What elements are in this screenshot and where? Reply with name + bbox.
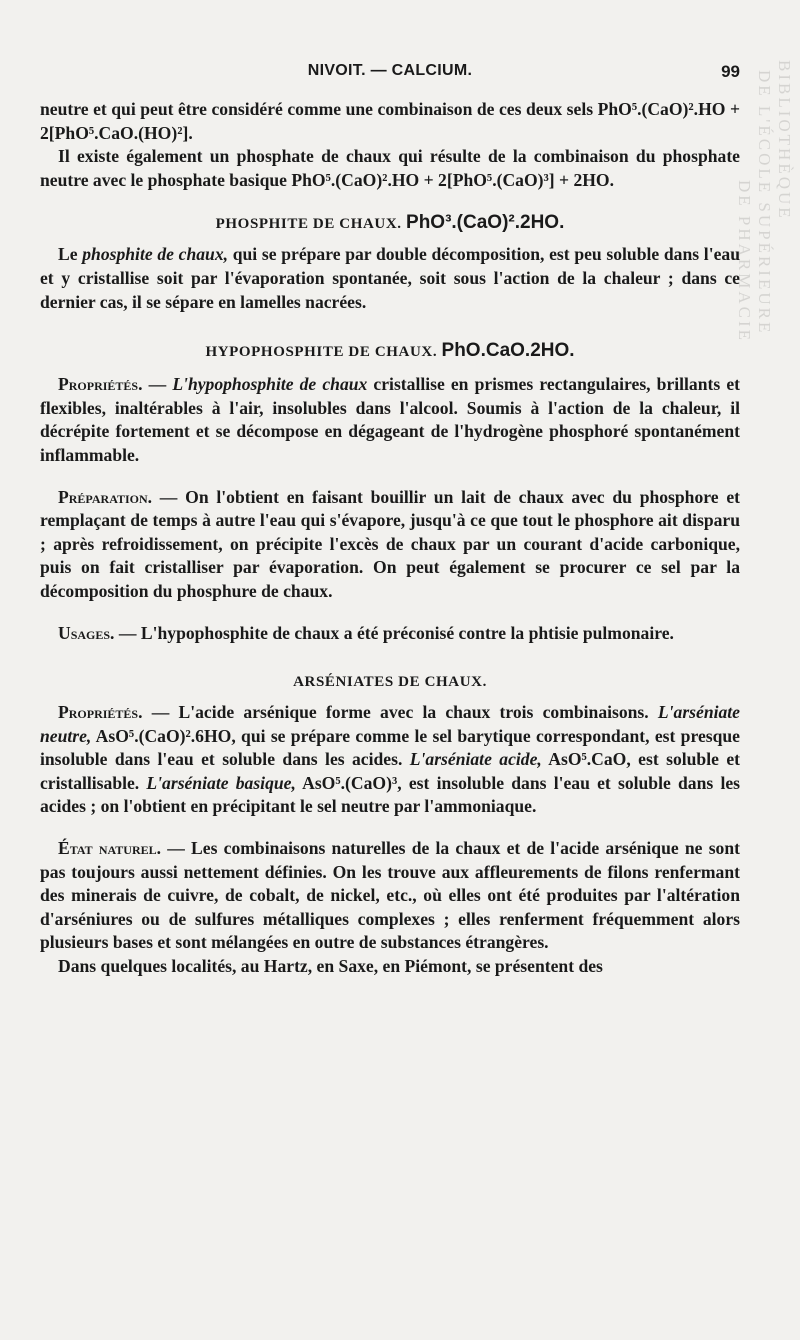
intro-paragraph-1: neutre et qui peut être considéré comme une combinaison de ces deux sels PhO⁵.(CaO)².HO + 2[PhO⁵.CaO.(HO)²]. xyxy=(40,99,740,143)
arseniates-properties-label: Propriétés. xyxy=(58,702,143,723)
phosphite-heading: PHOSPHITE DE CHAUX. PhO³.(CaO)².2HO. xyxy=(215,212,565,234)
phosphite-formula: PhO³.(CaO)².2HO. xyxy=(406,212,565,234)
last-line: Dans quelques localités, au Hartz, en Saxe, en Piémont, se présentent des xyxy=(58,956,603,977)
hypophosphite-usages: Usages. — L'hypophosphite de chaux a été préconisé contre la phtisie pulmonaire. xyxy=(58,622,674,643)
arseniates-properties: Propriétés. — L'acide arsénique forme avec la chaux trois combinaisons. L'arséniate neutre, AsO⁵.(CaO)².6HO, qui se prépare comme le sel barytique correspondant, est presque insoluble dans l'eau et soluble dans les acides. L'arséniate acide, AsO⁵.CaO, est soluble et cristallisable. L'arséniate basique, AsO⁵.(CaO)³, est insoluble dans l'eau et soluble dans les acides ; on l'obtient en précipitant le sel neutre par l'ammoniaque. xyxy=(40,702,740,817)
arseniates-heading: ARSÉNIATES DE CHAUX. xyxy=(293,674,487,691)
page-body xyxy=(40,98,740,979)
running-title: NIVOIT. — CALCIUM. xyxy=(307,62,473,79)
phosphite-term: phosphite de chaux, xyxy=(82,244,229,265)
acid-arseniate-term: L'arséniate acide, xyxy=(409,749,542,770)
page-number: 99 xyxy=(721,62,740,81)
hypophosphite-heading: HYPOPHOSPHITE DE CHAUX. PhO.CaO.2HO. xyxy=(205,340,575,362)
stamp-line-2: DE L'ÉCOLE SUPÉRIEURE xyxy=(755,70,774,336)
phosphite-paragraph: Le phosphite de chaux, qui se prépare par double décomposition, est peu soluble dans l'eau et y cristallise soit par l'évaporation spontanée, soit sous l'action de la chaleur ; dans ce dernier cas, il se sépare en lamelles nacrées. xyxy=(40,244,740,312)
neutral-arseniate-term: L'arséniate neutre, xyxy=(40,702,740,746)
natural-state-label: État naturel. xyxy=(58,838,162,859)
hypophosphite-properties: Propriétés. — L'hypophosphite de chaux cristallise en prismes rectangulaires, brillants et flexibles, inaltérables à l'air, insolubles dans l'alcool. Soumis à l'action de la chaleur, il décrépite fortement et se décompose en dégageant de l'hydrogène phosphoré spontanément inflammable. xyxy=(40,374,740,465)
hypophosphite-preparation: Préparation. — On l'obtient en faisant bouillir un lait de chaux avec du phosphore et remplaçant de temps à autre l'eau qui s'évapore, jusqu'à ce que tout le phosphore ait disparu ; après refroidissement, on précipite l'excès de chaux par un courant d'acide carbonique, puis on fait cristalliser par évaporation. On peut également se procurer ce sel par la décomposition du phosphure de chaux. xyxy=(40,486,740,601)
usages-label: Usages. xyxy=(58,622,115,643)
natural-state-paragraph: État naturel. — Les combinaisons naturelles de la chaux et de l'acide arsénique ne sont pas toujours aussi nettement définies. On les trouve aux affleurements de filons renfermant des minerais de cuivre, de cobalt, de nickel, etc., où elles ont été produites par l'altération d'arséniures ou de sulfures métalliques complexes ; elles renferment fréquemment alors plusieurs bases et sont mélangées en outre de substances étrangères. xyxy=(40,838,740,953)
stamp-line-1: BIBLIOTHÈQUE xyxy=(775,60,794,221)
stamp-line-3: DE PHARMACIE xyxy=(735,180,754,344)
basic-arseniate-term: L'arséniate basique, xyxy=(146,772,296,793)
intro-paragraph-2: Il existe également un phosphate de chaux qui résulte de la combinaison du phosphate neutre avec le phosphate basique PhO⁵.(CaO)².HO + 2[PhO⁵.(CaO)³] + 2HO. xyxy=(40,146,740,190)
hypophosphite-term: L'hypophosphite de chaux xyxy=(172,374,368,395)
page-header xyxy=(40,62,740,88)
preparation-label: Préparation. xyxy=(58,486,153,507)
hypophosphite-formula: PhO.CaO.2HO. xyxy=(441,340,575,362)
properties-label: Propriétés. xyxy=(58,374,143,395)
library-stamp xyxy=(735,60,794,360)
